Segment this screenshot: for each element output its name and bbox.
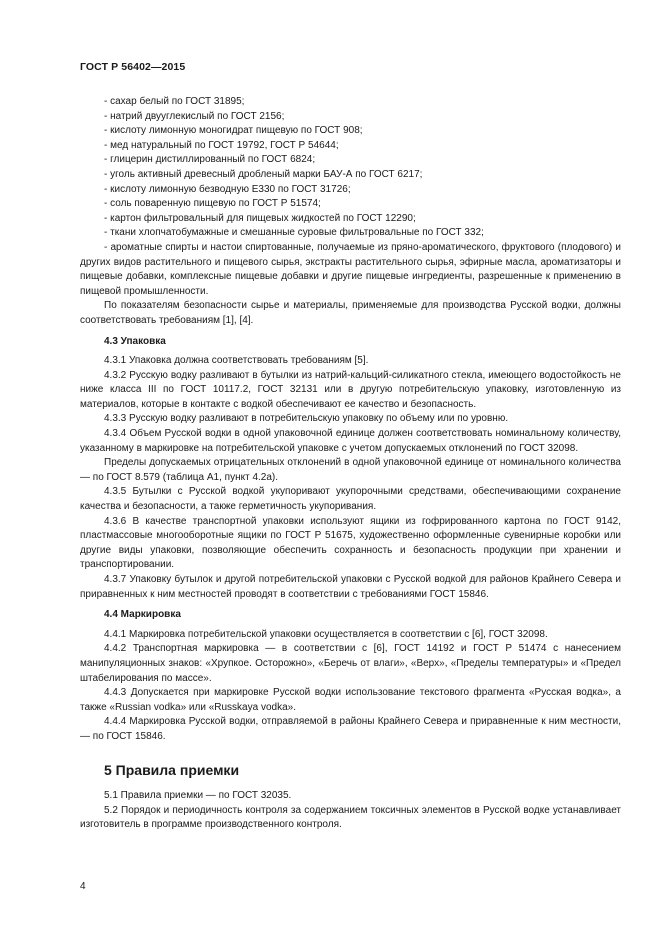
list-item: - уголь активный древесный дробленый марки БАУ-А по ГОСТ 6217; (104, 168, 423, 180)
list-item: - кислоту лимонную безводную Е330 по ГОСТ 31726; (104, 183, 351, 195)
section-5-heading: 5 Правила приемки (104, 761, 240, 778)
safety-paragraph: По показателям безопасности сырье и материалы, применяемые для производства Русской водки, должны соответствовать требованиям [1], [4]. (80, 300, 621, 326)
paragraph-4-4-4: 4.4.4 Маркировка Русской водки, отправляемой в районы Крайнего Севера и приравненные к ним местности, — по ГОСТ 15846. (80, 716, 621, 742)
page-number: 4 (80, 881, 86, 892)
paragraph-4-3-4-limits: Пределы допускаемых отрицательных отклонений в одной упаковочной единице от номинального количества — по ГОСТ 8.579 (таблица А1, пункт 4.2а). (80, 457, 621, 483)
paragraph-4-4-2: 4.4.2 Транспортная маркировка — в соответствии с [6], ГОСТ 14192 и ГОСТ Р 51474 с нанесением манипуляционных знаков: «Хрупкое. Осторожно», «Беречь от влаги», «Верх», «Пределы температуры» и «Предел штабелирования по массе». (80, 643, 621, 684)
document-header: ГОСТ Р 56402—2015 (80, 61, 186, 73)
list-item: - ткани хлопчатобумажные и смешанные суровые фильтровальные по ГОСТ 332; (104, 227, 484, 239)
list-item: - соль поваренную пищевую по ГОСТ Р 51574; (104, 198, 321, 210)
paragraph-4-3-5: 4.3.5 Бутылки с Русской водкой укупоривают укупорочными средствами, обеспечивающими сохранение качества и безопасности, а также герметичность укупоривания. (80, 486, 621, 513)
paragraph-4-4-3: 4.4.3 Допускается при маркировке Русской водки использование текстового фрагмента «Русская водка», а также «Russian vodka» или «Russkaya vodka». (80, 687, 621, 713)
page-content (80, 95, 621, 833)
paragraph-4-3-3: 4.3.3 Русскую водку разливают в потребительскую упаковку по объему или по уровню. (104, 413, 509, 425)
list-item: - мед натуральный по ГОСТ 19792, ГОСТ Р 54644; (104, 139, 339, 151)
paragraph-5-2: 5.2 Порядок и периодичность контроля за содержанием токсичных элементов в Русской водке устанавливает изготовитель в программе производственного контроля. (80, 804, 621, 831)
paragraph-4-3-7: 4.3.7 Упаковку бутылок и другой потребительской упаковки с Русской водкой для районов Крайнего Севера и приравненных к ним местностей проводят в соответствии с требованиями ГОСТ 15846. (80, 574, 621, 600)
list-item: - картон фильтровальный для пищевых жидкостей по ГОСТ 12290; (104, 212, 416, 224)
list-item: - ароматные спирты и настои спиртованные, получаемые из пряно-ароматического, фруктового (плодового) и других видов растительного и пищевого сырья, экстракты растительного сырья, эфирные масла, ароматизаторы и пищевые добавки, комплексные пищевые добавки и другие пищевые ингредиенты, разрешенные к применению в пищевой промышленности. (80, 241, 621, 297)
paragraph-4-3-1: 4.3.1 Упаковка должна соответствовать требованиям [5]. (104, 355, 369, 367)
list-item: - натрий двууглекислый по ГОСТ 2156; (104, 110, 285, 122)
paragraph-5-1: 5.1 Правила приемки — по ГОСТ 32035. (104, 790, 292, 802)
materials-list (80, 95, 621, 299)
list-item: - глицерин дистиллированный по ГОСТ 6824; (104, 154, 316, 166)
section-4-4-heading: 4.4 Маркировка (104, 609, 181, 621)
paragraph-4-3-6: 4.3.6 В качестве транспортной упаковки используют ящики из гофрированного картона по ГОСТ 9142, пластмассовые многооборотные ящики по ГОСТ Р 51675, художественно оформленные сувенирные коробки или другие виды упаковки, позволяющие обеспечить сохранность и безопасность продукции при хранении и транспортировании. (80, 515, 621, 571)
section-4-3-heading: 4.3 Упаковка (104, 335, 166, 347)
paragraph-4-3-2: 4.3.2 Русскую водку разливают в бутылки из натрий-кальций-силикатного стекла, имеющего водостойкость не ниже класса III по ГОСТ 10117.2, ГОСТ 32131 или в другую потребительскую упаковку, изготовленную из материалов, которые в контакте с водкой обеспечивают ее качество и безопасность. (80, 369, 621, 410)
paragraph-4-3-4: 4.3.4 Объем Русской водки в одной упаковочной единице должен соответствовать номинальному количеству, указанному в маркировке на потребительской упаковке с учетом допускаемых отклонений по ГОСТ 32098. (80, 428, 621, 454)
list-item: - кислоту лимонную моногидрат пищевую по ГОСТ 908; (104, 125, 363, 137)
list-item: - сахар белый по ГОСТ 31895; (104, 96, 245, 107)
paragraph-4-4-1: 4.4.1 Маркировка потребительской упаковки осуществляется в соответствии с [6], ГОСТ 32098. (104, 628, 548, 640)
